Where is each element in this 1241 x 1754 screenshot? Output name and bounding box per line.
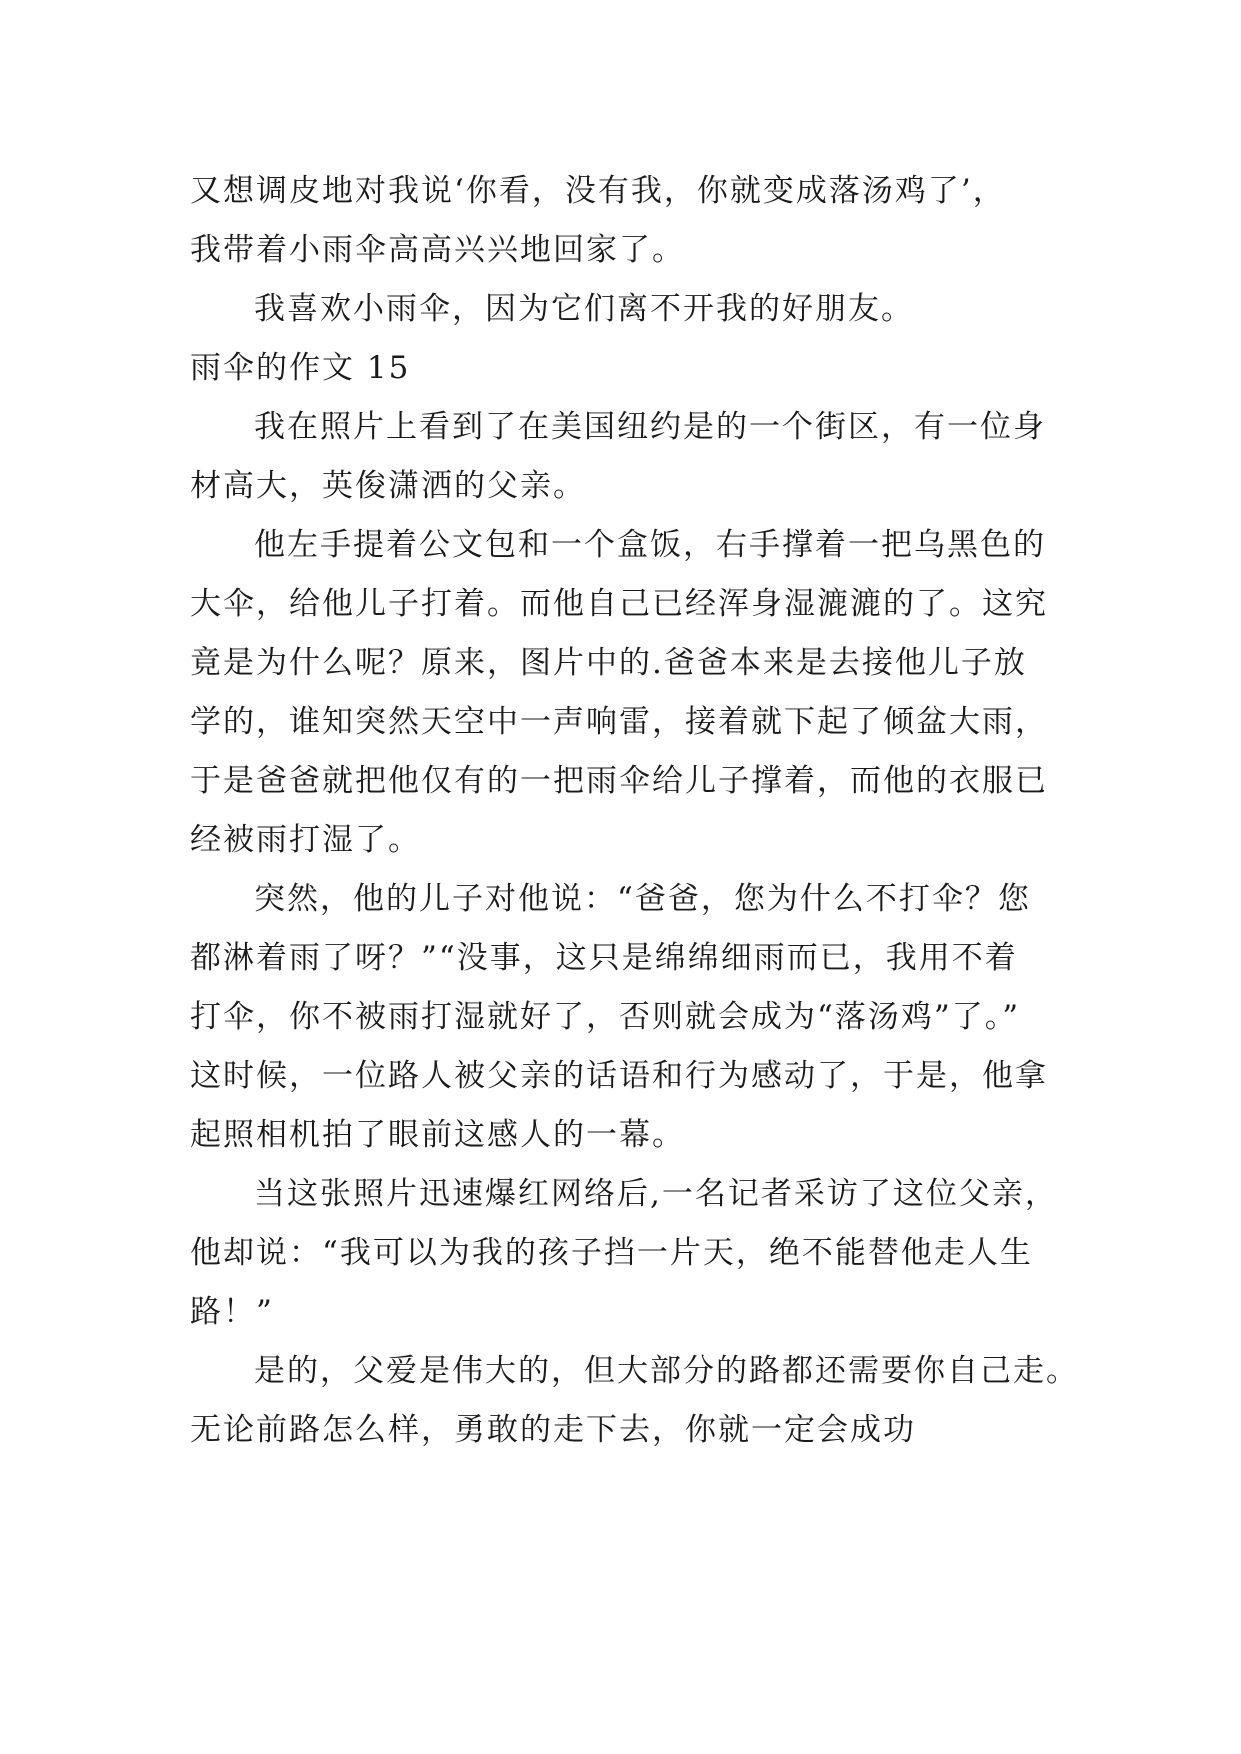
section-heading: 雨伞的作文 15 [190,350,411,386]
text-line: 都淋着雨了呀？”“没事，这只是绵绵细雨而已，我用不着 [190,940,1018,976]
text-line: 我喜欢小雨伞，因为它们离不开我的好朋友。 [254,291,914,327]
text-line: 打伞，你不被雨打湿就好了，否则就会成为“落汤鸡”了。” [190,999,1021,1035]
text-line: 他左手提着公文包和一个盒饭，右手撑着一把乌黑色的 [254,527,1046,563]
text-line: 经被雨打湿了。 [190,822,421,858]
text-line: 当这张照片迅速爆红网络后,一名记者采访了这位父亲， [254,1176,1058,1212]
text-line: 学的，谁知突然天空中一声响雷，接着就下起了倾盆大雨， [190,704,1048,740]
document-body [190,162,1079,1460]
text-line: 无论前路怎么样，勇敢的走下去，你就一定会成功 [190,1412,916,1448]
text-line: 于是爸爸就把他仅有的一把雨伞给儿子撑着，而他的衣服已 [190,763,1048,799]
text-line: 我在照片上看到了在美国纽约是的一个街区，有一位身 [254,409,1046,445]
text-line: 材高大，英俊潇洒的父亲。 [190,468,586,504]
text-line: 又想调皮地对我说‘你看，没有我，你就变成落汤鸡了’， [190,173,1006,209]
text-line: 他却说：“我可以为我的孩子挡一片天，绝不能替他走人生 [190,1235,1033,1271]
text-line: 这时候，一位路人被父亲的话语和行为感动了，于是，他拿 [190,1058,1048,1094]
text-line: 竟是为什么呢？原来，图片中的.爸爸本来是去接他儿子放 [190,645,1027,681]
text-line: 大伞，给他儿子打着。而他自己已经浑身湿漉漉的了。这究 [190,586,1048,622]
text-line: 是的，父爱是伟大的，但大部分的路都还需要你自己走。 [254,1353,1079,1389]
text-line: 路！” [190,1294,274,1330]
text-line: 我带着小雨伞高高兴兴地回家了。 [190,232,685,268]
text-line: 起照相机拍了眼前这感人的一幕。 [190,1117,685,1153]
text-line: 突然，他的儿子对他说：“爸爸，您为什么不打伞？您 [254,881,1031,917]
